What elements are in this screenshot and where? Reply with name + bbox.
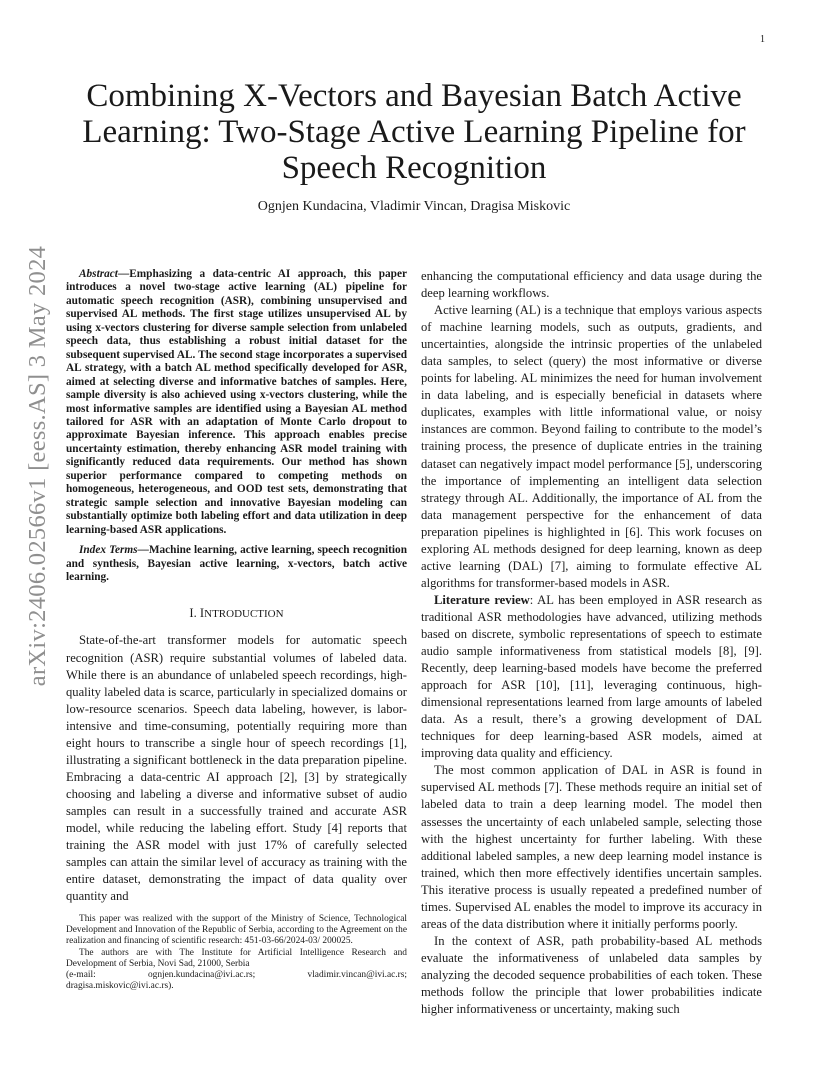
abstract-text: Emphasizing a data-centric AI approach, this paper introduces a novel two-stage active learning (AL) pipeline for automatic speech recognition (ASR), combining unsupervised and supervised AL methods. The first stage utilizes unsupervised AL by using x-vectors clustering for diverse sample selection from unlabeled speech data, thus establishing a robust initial dataset for the subsequent supervised AL. The second stage incorporates a supervised AL strategy, with a batch AL method specifically developed for ASR, aimed at selecting diverse and informative batches of samples. Here, sample diversity is also achieved using x-vectors clustering, while the most informative samples are identified using a Bayesian AL method tailored for ASR with an adaptation of Monte Carlo dropout to approximate Bayesian inference. This approach enables precise uncertainty estimation, thereby enhancing ASR model training with significantly reduced data requirements. Our method has shown superior performance compared to competing methods on homogeneous, heterogeneous, and OOD test sets, demonstrating that strategic sample selection and innovative Bayesian modeling can substantially optimize both labeling effort and data utilization in deep learning-based ASR applications.: [66, 268, 407, 536]
email-link[interactable]: dragisa.miskovic@ivi.ac.rs).: [66, 981, 174, 992]
literature-review-label: Literature review: [434, 592, 530, 607]
paper-title: [60, 78, 768, 186]
section-numeral: I.: [189, 606, 197, 621]
intro-paragraph: State-of-the-art transformer models for automatic speech recognition (ASR) require substantial volumes of labeled data. While there is an abundance of unlabeled speech recordings, high-quality labeled data is scarce, particularly in specialized domains or low-resource scenarios. Speech data labeling, however, is labor-intensive and time-consuming, potentially requiring more than eight hours to transcribe a single hour of speech recordings [1], illustrating a significant bottleneck in the data preparation pipeline. Embracing a data-centric AI approach [2], [3] by strategically choosing and labeling a diverse and informative subset of audio samples can result in a successfully trained and accurate ASR model, while reducing the labeling effort. Study [4] reports that training the ASR model with just 17% of carefully selected samples can attain the similar level of accuracy as training with the entire dataset, demonstrating the impact of data quality over quantity and: [66, 633, 407, 904]
title-line: Combining X-Vectors and Bayesian Batch Active: [86, 78, 742, 114]
paragraph-active-learning: Active learning (AL) is a technique that employs various aspects of machine learning models, such as outputs, gradients, and uncertainties, alongside the intrinsic properties of the unlabeled data samples, to select (query) the most informative or diverse points for labeling. AL minimizes the need for human involvement in data labeling, and is especially beneficial in datasets where duplicates, examples with little informational value, or noisy instances are common. Beyond failing to contribute to the model’s training process, the presence of duplicate entries in the training dataset can negatively impact model performance [5], underscoring the importance of implementing an intelligent data selection strategy through AL. Additionally, the importance of AL from the data management perspective for the enhancement of data preparation pipelines is highlighted in [6]. This work focuses on exploring AL methods designed for deep learning, known as deep active learning (DAL) [7], aiming to formulate effective AL algorithms for transformer-based models in ASR.: [421, 303, 762, 590]
section-initial: I: [199, 606, 205, 621]
abstract-label: Abstract: [79, 268, 118, 280]
literature-review-text: : AL has been employed in ASR research as traditional ASR methodologies have advanced, utilizing methods based on discrete, symbolic representations of speech to estimate audio sample informativeness from statistical models [8], [9]. Recently, deep learning-based models have become the preferred approach for ASR [10], [11], leveraging continuous, high-dimensional representations learned from large amounts of labeled data. As a result, there’s a growing development of DAL techniques for deep learning-based ASR models, aimed at improving data quality and efficiency.: [421, 592, 762, 761]
author-list: Ognjen Kundacina, Vladimir Vincan, Dragisa Miskovic: [257, 199, 571, 214]
email-link[interactable]: vladimir.vincan@ivi.ac.rs;: [307, 970, 407, 981]
paragraph-supervised-al: The most common application of DAL in ASR is found in supervised AL methods [7]. These methods require an initial set of labeled data to train a deep learning model. The model then assesses the uncertainty of each unlabeled sample, selecting those with the highest uncertainty for further labeling. With these additional labeled samples, a new deep learning model instance is trained, which then more effectively identifies uncertain samples. This iterative process is usually repeated a predefined number of times. Supervised AL enables the model to improve its accuracy in areas of the data distribution where it initially performs poorly.: [421, 763, 762, 931]
paragraph-continued: enhancing the computational efficiency and data usage during the deep learning workflows.: [421, 269, 762, 301]
abstract-paragraph: Abstract—Emphasizing a data-centric AI approach, this paper introduces a novel two-stage active learning (AL) pipeline for automatic speech recognition (ASR), combining unsupervised and supervised AL methods. The first stage utilizes unsupervised AL by using x-vectors clustering for diverse sample selection from unlabeled speech data, thus establishing a robust initial dataset for the subsequent supervised AL. The second stage incorporates a supervised AL strategy, with a batch AL method specifically developed for ASR, aimed at selecting diverse and informative batches of samples. Here, sample diversity is also achieved using x-vectors clustering, while the most informative samples are identified using a Bayesian AL method tailored for ASR with an adaptation of Monte Carlo dropout to approximate Bayesian inference. This approach enables precise uncertainty estimation, thereby enhancing ASR model training with significantly reduced data requirements. Our method has shown superior performance compared to competing methods on homogeneous, heterogeneous, and OOD test sets, demonstrating that strategic sample selection and innovative Bayesian modeling can substantially optimize both labeling effort and data utilization in deep learning-based ASR applications.: [66, 268, 407, 536]
left-column: [66, 268, 407, 905]
page-number: 1: [760, 34, 765, 45]
arxiv-id-text: arXiv:2406.02566v1 [eess.AS] 3 May 2024: [24, 245, 51, 687]
section-heading-introduction: [66, 605, 407, 623]
index-terms: Index Terms—Machine learning, active learning, speech recognition and synthesis, Bayesian active learning, x-vectors, batch active learning.: [66, 544, 407, 583]
paragraph-literature-review: [421, 592, 762, 762]
footnote-emails: [66, 970, 407, 981]
footnote-funding: This paper was realized with the support of the Ministry of Science, Technological Development and Innovation of the Republic of Serbia, according to the Agreement on the realization and financing of scientific research: 451-03-66/2024-03/ 200025.: [66, 914, 407, 947]
section-title-rest: NTRODUCTION: [204, 608, 284, 621]
footnote: [66, 914, 407, 992]
index-terms-label: Index Terms: [79, 544, 138, 557]
title-line: Learning: Two-Stage Active Learning Pipeline for: [82, 114, 746, 150]
index-terms-text: Machine learning, active learning, speech recognition and synthesis, Bayesian active learning, x-vectors, batch active learning.: [66, 544, 407, 583]
title-line: Speech Recognition: [281, 150, 547, 186]
abstract: [66, 268, 407, 584]
footnote-affiliation: The authors are with The Institute for Artificial Intelligence Research and Development of Serbia, Novi Sad, 21000, Serbia: [66, 947, 407, 969]
email-label: (e-mail:: [66, 970, 96, 981]
right-column: [421, 268, 762, 1018]
email-link[interactable]: ognjen.kundacina@ivi.ac.rs;: [147, 970, 256, 981]
paragraph-path-probability: In the context of ASR, path probability-based AL methods evaluate the informativeness of unlabeled data samples by analyzing the decoded sequence probabilities of each token. These methods follow the principle that lower probabilities indicate higher informativeness or uncertainty, making such: [421, 933, 762, 1017]
